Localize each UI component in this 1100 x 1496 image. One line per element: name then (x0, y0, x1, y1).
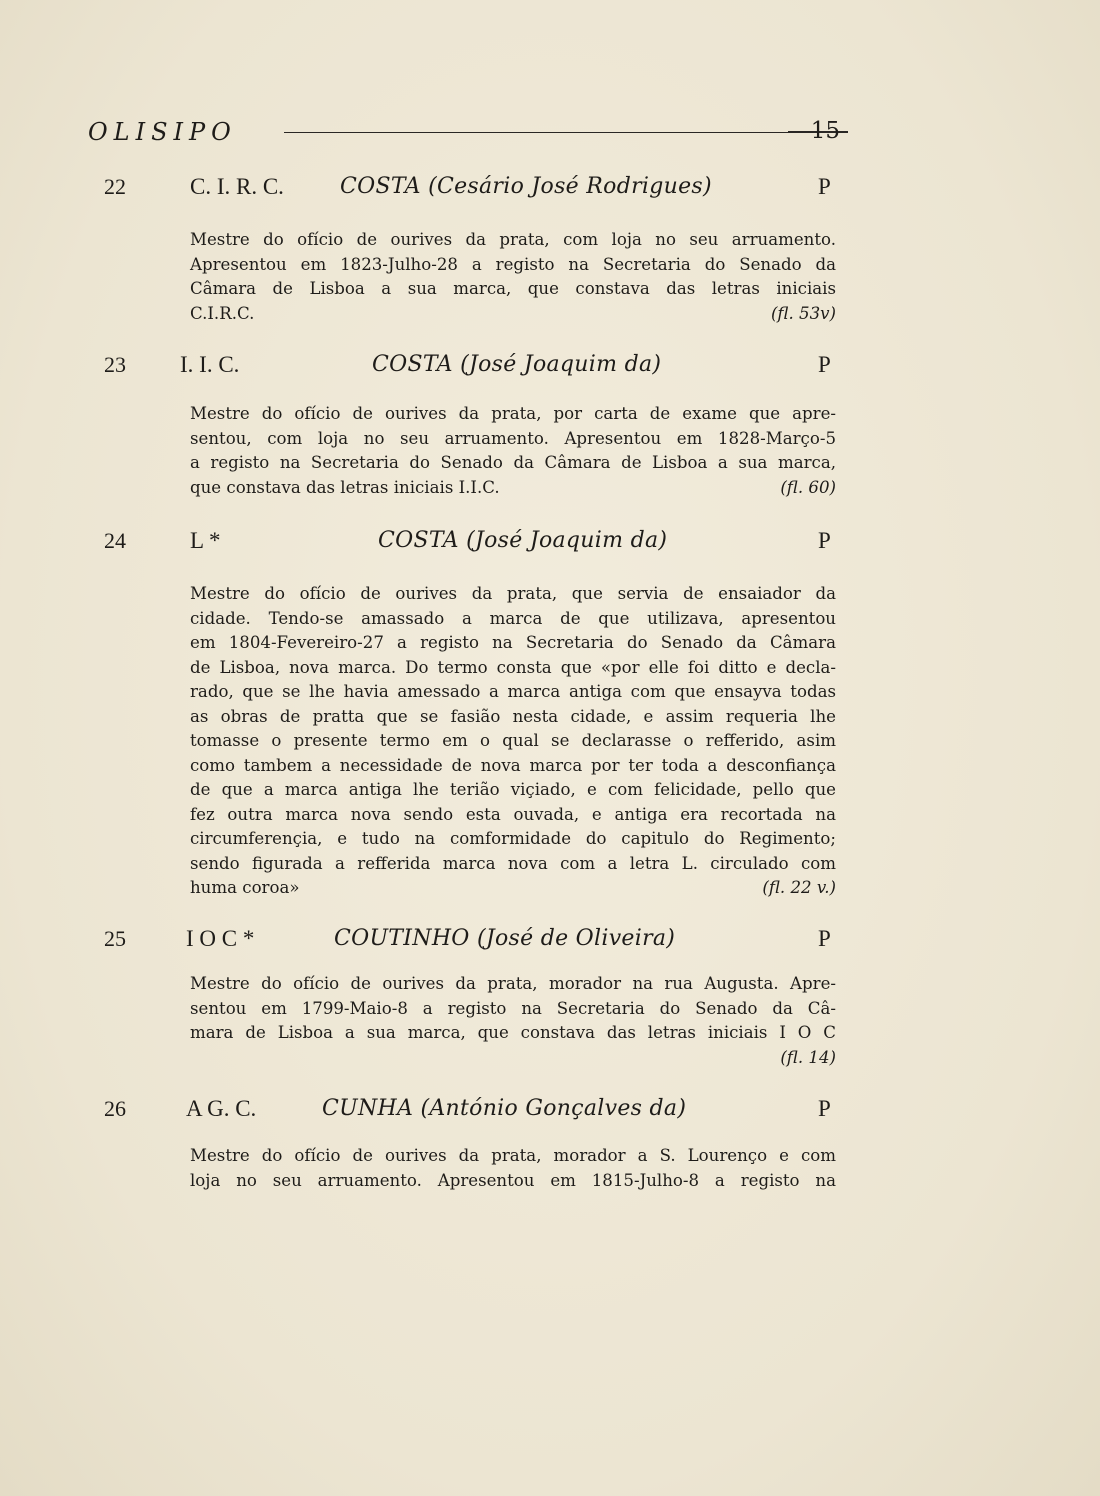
body-last-line (190, 476, 836, 501)
body-line: de que a marca antiga lhe terião viçiado, e com felicidade, pello que (190, 780, 836, 799)
body-line: Mestre do ofício de ourives da prata, morador na rua Augusta. Apre- (190, 974, 836, 993)
entry-body (190, 582, 836, 901)
entry-number: 25 (104, 926, 126, 951)
entry-heading (0, 1096, 1100, 1128)
entry-name: COSTA (José Joaquim da) (378, 528, 668, 553)
body-line: Mestre do ofício de ourives da prata, com loja no seu arruamento. (190, 230, 836, 249)
body-line: Mestre do ofício de ourives da prata, morador a S. Lourenço e com (190, 1146, 836, 1165)
entry (0, 352, 1100, 497)
body-line: em 1804-Fevereiro-27 a registo na Secretaria do Senado da Câmara (190, 633, 836, 652)
entry-grade: P (818, 1096, 831, 1121)
body-line: Mestre do ofício de ourives da prata, que servia de ensaiador da (190, 584, 836, 603)
body-line: tomasse o presente termo em o qual se declarasse o refferido, asim (190, 731, 836, 750)
entry-name: COUTINHO (José de Oliveira) (334, 926, 676, 951)
body-line: como tambem a necessidade de nova marca por ter toda a desconfiança (190, 755, 836, 775)
entry-body (190, 228, 836, 326)
entry (0, 174, 1100, 323)
body-line: loja no seu arruamento. Apresentou em 1815-Julho-8 a registo na (190, 1170, 836, 1190)
entry-number: 24 (104, 528, 126, 553)
entry-name: COSTA (Cesário José Rodrigues) (340, 174, 712, 199)
entry-number: 26 (104, 1096, 126, 1121)
entry-grade: P (818, 528, 831, 553)
entry-grade: P (818, 926, 831, 951)
body-line: cidade. Tendo-se amassado a marca de que utilizava, apresentou (190, 608, 836, 628)
page-number: 15 (810, 118, 840, 144)
body-line: mara de Lisboa a sua marca, que constava das letras iniciais I O C (190, 1023, 836, 1042)
entry (0, 1096, 1100, 1190)
entry-mark: I O C * (186, 926, 255, 951)
entry (0, 528, 1100, 897)
entry-number: 23 (104, 352, 126, 377)
entry-grade: P (818, 352, 831, 377)
entry-number: 22 (104, 174, 126, 199)
entry (0, 926, 1100, 1067)
body-line: a registo na Secretaria do Senado da Câmara de Lisboa a sua marca, (190, 453, 836, 472)
body-line: rado, que se lhe havia amessado a marca antiga com que ensayva todas (190, 682, 836, 701)
folio-reference: (fl. 22 v.) (762, 878, 836, 897)
body-line: Mestre do ofício de ourives da prata, por carta de exame que apre- (190, 404, 836, 423)
entry-body (190, 1144, 836, 1193)
body-line: sendo figurada a refferida marca nova com a letra L. circulado com (190, 853, 836, 873)
entry-grade: P (818, 174, 831, 199)
body-line: as obras de pratta que se fasião nesta cidade, e assim requeria lhe (190, 706, 836, 726)
body-line: huma coroa» (190, 878, 300, 897)
entry-mark: C. I. R. C. (190, 174, 284, 199)
body-line: que constava das letras iniciais I.I.C. (190, 477, 500, 497)
journal-title: OLISIPO (88, 118, 237, 146)
body-line: sentou em 1799-Maio-8 a registo na Secretaria do Senado da Câ- (190, 998, 836, 1018)
entry-mark: A G. C. (186, 1096, 257, 1121)
folio-reference: (fl. 14) (780, 1047, 836, 1067)
body-line: Apresentou em 1823-Julho-28 a registo na Secretaria do Senado da (190, 254, 836, 274)
body-line: Câmara de Lisboa a sua marca, que constava das letras iniciais (190, 279, 836, 298)
entry-heading (0, 528, 1100, 560)
entry-mark: I. I. C. (180, 352, 240, 377)
entry-heading (0, 926, 1100, 958)
body-last-line (190, 876, 836, 901)
body-last-line (190, 302, 836, 327)
entry-name: COSTA (José Joaquim da) (372, 352, 662, 377)
body-line: sentou, com loja no seu arruamento. Apresentou em 1828-Março-5 (190, 428, 836, 448)
folio-reference: (fl. 60) (780, 477, 836, 497)
running-head (88, 118, 840, 150)
body-line: de Lisboa, nova marca. Do termo consta que «por elle foi ditto e decla- (190, 657, 836, 677)
entry-mark: L * (190, 528, 221, 553)
body-line: C.I.R.C. (190, 303, 255, 323)
entry-name: CUNHA (António Gonçalves da) (322, 1096, 687, 1121)
body-line: circumferençia, e tudo na comformidade do capitulo do Regimento; (190, 829, 836, 848)
body-line: fez outra marca nova sendo esta ouvada, e antiga era recortada na (190, 804, 836, 824)
entry-body (190, 402, 836, 500)
entry-heading (0, 352, 1100, 384)
folio-reference: (fl. 53v) (770, 303, 836, 323)
header-rule (284, 132, 848, 133)
entry-body (190, 972, 836, 1070)
entry-heading (0, 174, 1100, 206)
